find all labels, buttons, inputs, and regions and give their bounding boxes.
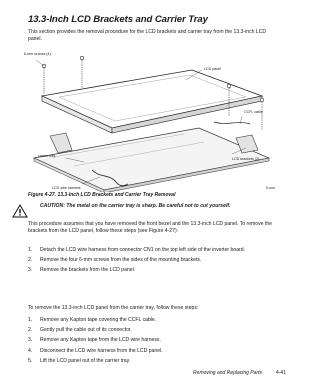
list-item <box>28 337 276 344</box>
list-item <box>28 358 276 365</box>
intro-paragraph: This section provides the removal procedure for the LCD brackets and carrier tray from the 13.3-inch LCD panel. <box>28 29 267 42</box>
step-number: 1. <box>28 317 33 323</box>
step-text: Gently pull the cable out of its connector. <box>40 327 132 334</box>
label-lcd-brackets: LCD brackets (2) <box>232 157 260 161</box>
tray-steps-list <box>28 317 276 368</box>
label-lcd-panel: LCD panel <box>204 67 221 71</box>
step-number: 5. <box>28 357 33 364</box>
label-ccfl-cable: CCFL cable <box>244 110 263 114</box>
list-item <box>28 348 276 355</box>
procedure-paragraph: This procedure assumes that you have removed the front bezel and the 13.3-inch LCD panel. To remove the brackets from the LCD panel, follow these steps (see Figure 4-27): <box>28 221 272 234</box>
step-number: 2. <box>28 327 33 334</box>
step-text: Disconnect the LCD wire harness from the LCD panel. <box>40 347 163 354</box>
bracket-left-shape <box>50 133 72 153</box>
step-number: 2. <box>28 257 33 264</box>
step-text: Remove any Kapton tape covering the CCFL cable. <box>40 317 157 323</box>
step-number: 3. <box>28 267 33 274</box>
list-item <box>28 327 276 334</box>
step-text: Remove any Kapton tape from the LCD wire harness. <box>40 337 161 344</box>
figure-caption: Figure 4-27. 13.3-Inch LCD Brackets and Carrier Tray Removal <box>28 192 176 198</box>
list-item <box>28 317 276 324</box>
footer-section-name: Removing and Replacing Parts <box>193 370 262 376</box>
list-item <box>28 247 276 254</box>
step-text: Detach the LCD wire harness from connector CN1 on the top left side of the inverter board. <box>40 247 245 253</box>
page-number: 4-41 <box>275 370 286 376</box>
list-item <box>28 267 276 274</box>
list-item <box>28 257 276 264</box>
label-artwork-code: 0-nnn <box>266 186 276 190</box>
step-number: 1. <box>28 247 33 253</box>
step-text: Remove the brackets from the LCD panel. <box>40 267 136 274</box>
step-number: 3. <box>28 337 33 344</box>
page-footer <box>193 370 286 376</box>
step-text: Lift the LCD panel out of the carrier tray. <box>40 357 131 364</box>
step-text: Remove the four 6-mm screws from the sides of the mounting brackets. <box>40 257 202 264</box>
ccfl-cable-shape <box>214 122 250 124</box>
bracket-steps-list <box>28 247 276 278</box>
section-title: 13.3-Inch LCD Brackets and Carrier Tray <box>28 14 208 25</box>
label-carrier-tray: carrier tray <box>38 154 56 158</box>
step-number: 4. <box>28 347 33 354</box>
warning-triangle-icon <box>12 204 28 218</box>
caution-text: CAUTION: The metal on the carrier tray is sharp. Be careful not to cut yourself. <box>40 203 231 209</box>
label-screws: 6-mm screws (4) <box>24 52 51 56</box>
figure-illustration <box>14 50 284 192</box>
label-harness: LCD wire harness <box>52 186 81 190</box>
tray-procedure-paragraph: To remove the 13.3-inch LCD panel from the carrier tray, follow these steps: <box>28 305 199 311</box>
